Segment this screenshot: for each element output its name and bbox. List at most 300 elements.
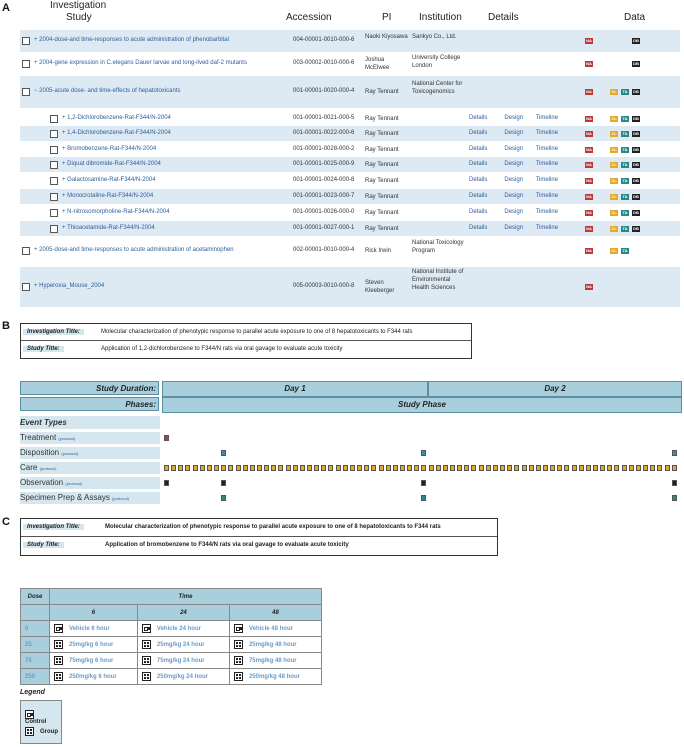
dose-value: 0: [21, 621, 50, 637]
legend-group: Group: [25, 727, 58, 736]
b-investigation-title: Molecular characterization of phenotypic response to parallel acute exposure to one of 8 hepatotoxicants to F344 rats: [101, 329, 413, 335]
event-cell[interactable]: [328, 465, 333, 471]
data-badge-na[interactable]: NA: [586, 194, 592, 199]
details-link-details[interactable]: Details: [469, 146, 488, 152]
event-cell[interactable]: [564, 465, 569, 471]
event-cell[interactable]: [443, 465, 448, 471]
event-cell[interactable]: [543, 465, 548, 471]
pi-value: Ray Tennant: [365, 131, 399, 137]
event-cell[interactable]: [357, 465, 362, 471]
event-cell[interactable]: [421, 465, 426, 471]
event-cell[interactable]: [393, 465, 398, 471]
data-badge-ta[interactable]: TA: [622, 116, 628, 121]
col-data-header: Data: [624, 12, 646, 23]
study-link[interactable]: + Bromobenzene-Rat-F344/N-2004: [62, 146, 157, 152]
event-cell[interactable]: [500, 465, 505, 471]
event-cell[interactable]: [586, 465, 591, 471]
details-link-details[interactable]: Details: [469, 161, 488, 167]
data-badge-na[interactable]: NA: [586, 162, 592, 167]
row-checkbox[interactable]: [50, 130, 58, 138]
event-cell[interactable]: [479, 465, 484, 471]
data-badge-ta[interactable]: TA: [622, 147, 628, 152]
details-link-design[interactable]: Design: [504, 146, 524, 152]
control-icon: [54, 624, 63, 633]
data-badge-cl[interactable]: CL: [611, 226, 617, 231]
row-checkbox[interactable]: [50, 177, 58, 185]
institution-value: Sankyo Co., Ltd.: [412, 34, 457, 40]
event-cell[interactable]: [221, 465, 226, 471]
accession-value: 001-00001-0020-000-4: [293, 88, 355, 94]
data-badge-ta[interactable]: TA: [622, 89, 628, 94]
event-cell[interactable]: [221, 480, 226, 486]
event-cell[interactable]: [529, 465, 534, 471]
data-badge-na[interactable]: NA: [586, 38, 592, 43]
accession-value: 001-00001-0026-000-0: [293, 209, 355, 215]
event-cell[interactable]: [236, 465, 241, 471]
event-cell[interactable]: [250, 465, 255, 471]
col-institution-header: Institution: [419, 12, 462, 23]
study-link[interactable]: + 2004-dose-and time-responses to acute administration of phenobarbital: [34, 37, 229, 43]
pi-value: Ray Tennant: [365, 147, 399, 153]
details-link-design[interactable]: Design: [504, 130, 524, 136]
study-link[interactable]: + Hyperoxia_Mouse_2004: [34, 283, 105, 289]
study-row: [20, 173, 680, 188]
study-link[interactable]: + Thioacetamide-Rat-F344/N-2004: [62, 225, 155, 231]
row-checkbox[interactable]: [50, 161, 58, 169]
event-cell[interactable]: [429, 465, 434, 471]
group-icon: [25, 727, 34, 736]
details-link-timeline[interactable]: Timeline: [535, 193, 559, 199]
event-specimen-prep: Specimen Prep & Assays (protocol): [20, 492, 160, 504]
dose-time-cell[interactable]: 75mg/kg 6 hour: [50, 653, 138, 669]
event-cell[interactable]: [300, 465, 305, 471]
data-badge-db[interactable]: DB: [633, 147, 639, 152]
accession-value: 001-00001-0023-000-7: [293, 193, 355, 199]
group-icon: [54, 672, 63, 681]
details-link-design[interactable]: Design: [504, 115, 524, 121]
c-title-box: [20, 518, 498, 556]
event-cell[interactable]: [629, 465, 634, 471]
study-row: [20, 142, 680, 157]
col-accession-header: Accession: [286, 12, 332, 23]
time-6: 6: [50, 605, 138, 621]
data-badge-db[interactable]: DB: [633, 131, 639, 136]
details-link-details[interactable]: Details: [469, 115, 488, 121]
study-phase-header: Study Phase: [162, 397, 682, 413]
c-study-title-label: Study Title:: [23, 542, 64, 548]
study-row: [20, 221, 680, 236]
data-badge-db[interactable]: DB: [633, 226, 639, 231]
event-cell[interactable]: [314, 465, 319, 471]
pi-value: Steven Kleeberger: [365, 280, 395, 294]
row-checkbox[interactable]: [50, 115, 58, 123]
event-cell[interactable]: [536, 465, 541, 471]
dose-time-cell[interactable]: 250mg/kg 6 hour: [50, 669, 138, 685]
legend-box: [20, 700, 62, 744]
event-cell[interactable]: [557, 465, 562, 471]
event-cell[interactable]: [350, 465, 355, 471]
data-badge-ta[interactable]: TA: [622, 226, 628, 231]
group-icon: [142, 656, 151, 665]
time-24: 24: [137, 605, 229, 621]
study-link[interactable]: + 2005-dose-and time-responses to acute administration of acetaminophen: [34, 247, 234, 253]
protocol-link[interactable]: (protocol): [112, 496, 129, 501]
event-cell[interactable]: [171, 465, 176, 471]
study-row: [20, 157, 680, 172]
investigation-header: Investigation: [50, 0, 107, 11]
dose-value: 75: [21, 653, 50, 669]
dose-time-cell[interactable]: 250mg/kg 48 hour: [229, 669, 321, 685]
event-cell[interactable]: [436, 465, 441, 471]
pi-value: Ray Tennant: [365, 89, 399, 95]
dose-time-cell[interactable]: 25mg/kg 6 hour: [50, 637, 138, 653]
event-cell[interactable]: [364, 465, 369, 471]
protocol-link[interactable]: (protocol): [65, 481, 83, 486]
details-link-timeline[interactable]: Timeline: [535, 209, 559, 215]
study-link[interactable]: + 1,2-Dichlorobenzene-Rat-F344/N-2004: [62, 115, 171, 121]
event-cell[interactable]: [457, 465, 462, 471]
data-badge-ta[interactable]: TA: [622, 178, 628, 183]
accession-value: 001-00001-0022-000-6: [293, 130, 355, 136]
dose-value: 25: [21, 637, 50, 653]
data-badge-na[interactable]: NA: [586, 89, 592, 94]
event-cell[interactable]: [421, 450, 426, 456]
study-row: [20, 111, 680, 126]
study-link[interactable]: + Diquat dibromide-Rat-F344/N-2004: [62, 161, 161, 167]
protocol-link[interactable]: (protocol): [39, 466, 57, 471]
data-badge-ta[interactable]: TA: [622, 210, 628, 215]
row-checkbox[interactable]: [22, 247, 30, 255]
event-cell[interactable]: [178, 465, 183, 471]
control-icon: [25, 710, 34, 719]
panel-b-label: B: [2, 320, 10, 332]
data-badge-na[interactable]: NA: [586, 147, 592, 152]
day-2-header: Day 2: [428, 381, 682, 397]
group-icon: [54, 656, 63, 665]
event-cell[interactable]: [450, 465, 455, 471]
b-study-title-label: Study Title:: [23, 346, 64, 352]
data-badge-ta[interactable]: TA: [622, 248, 628, 253]
event-cell[interactable]: [278, 465, 283, 471]
c-study-title: Application of bromobenzene to F344/N rats via oral gavage to evaluate acute toxicity: [105, 542, 349, 548]
c-investigation-title: Molecular characterization of phenotypic response to parallel acute exposure to one of 8 hepatotoxicants to F344 rats: [105, 524, 441, 530]
pi-value: Rick Irwin: [365, 248, 392, 254]
data-badge-na[interactable]: NA: [586, 284, 592, 289]
event-cell[interactable]: [665, 465, 670, 471]
details-link-timeline[interactable]: Timeline: [535, 130, 559, 136]
data-badge-db[interactable]: DB: [633, 61, 639, 66]
event-cell[interactable]: [672, 465, 677, 471]
b-title-box: [20, 323, 472, 359]
dose-row: [21, 669, 322, 685]
details-link-design[interactable]: Design: [504, 193, 524, 199]
row-checkbox[interactable]: [50, 209, 58, 217]
event-cell[interactable]: [657, 465, 662, 471]
group-icon: [142, 672, 151, 681]
details-link-timeline[interactable]: Timeline: [535, 177, 559, 183]
event-cell[interactable]: [550, 465, 555, 471]
details-link-design[interactable]: Design: [504, 177, 524, 183]
event-cell[interactable]: [672, 495, 677, 501]
event-cell[interactable]: [636, 465, 641, 471]
institution-value: National Institute of Environmental Health Sciences: [412, 269, 464, 291]
time-header: Time: [50, 589, 322, 605]
event-cell[interactable]: [286, 465, 291, 471]
accession-value: 004-00001-0010-000-6: [293, 37, 355, 43]
event-cell[interactable]: [493, 465, 498, 471]
event-cell[interactable]: [257, 465, 262, 471]
data-badge-na[interactable]: NA: [586, 248, 592, 253]
dose-time-table: [20, 588, 322, 685]
control-icon: [142, 624, 151, 633]
legend-control: Control: [25, 710, 61, 725]
data-badge-db[interactable]: DB: [633, 162, 639, 167]
institution-value: University College London: [412, 55, 461, 69]
data-badge-cl[interactable]: CL: [611, 89, 617, 94]
event-cell[interactable]: [471, 465, 476, 471]
data-badge-na[interactable]: NA: [586, 226, 592, 231]
event-cell[interactable]: [164, 465, 169, 471]
data-badge-na[interactable]: NA: [586, 178, 592, 183]
event-disposition: Disposition (protocol): [20, 447, 160, 459]
accession-value: 005-00003-0010-000-8: [293, 283, 355, 289]
details-link-design[interactable]: Design: [504, 161, 524, 167]
study-link[interactable]: + N-nitrosomorpholine-Rat-F344/N-2004: [62, 209, 170, 215]
data-badge-db[interactable]: DB: [633, 210, 639, 215]
event-cell[interactable]: [193, 465, 198, 471]
event-cell[interactable]: [507, 465, 512, 471]
event-cell[interactable]: [486, 465, 491, 471]
details-link-details[interactable]: Details: [469, 193, 488, 199]
data-badge-db[interactable]: DB: [633, 38, 639, 43]
event-cell[interactable]: [264, 465, 269, 471]
details-link-design[interactable]: Design: [504, 225, 524, 231]
event-cell[interactable]: [672, 450, 677, 456]
event-cell[interactable]: [464, 465, 469, 471]
event-cell[interactable]: [321, 465, 326, 471]
study-link[interactable]: − 2005-acute dose- and time-effects of hepatotoxicants: [34, 88, 181, 94]
b-study-title: Application of 1,2-dichlorobenzene to F344/N rats via oral gavage to evaluate acute toxicity: [101, 346, 343, 352]
dose-time-cell[interactable]: Vehicle 6 hour: [50, 621, 138, 637]
event-cell[interactable]: [607, 465, 612, 471]
pi-value: Ray Tennant: [365, 210, 399, 216]
event-cell[interactable]: [622, 465, 627, 471]
event-cell[interactable]: [514, 465, 519, 471]
event-observation: Observation (protocol): [20, 477, 160, 489]
event-cell[interactable]: [221, 495, 226, 501]
row-checkbox[interactable]: [22, 37, 30, 45]
study-row: [20, 126, 680, 141]
dose-value: 250: [21, 669, 50, 685]
dose-time-cell[interactable]: 75mg/kg 24 hour: [137, 653, 229, 669]
protocol-link[interactable]: (protocol): [61, 451, 79, 456]
event-cell[interactable]: [650, 465, 655, 471]
pi-value: Ray Tennant: [365, 116, 399, 122]
study-row: [20, 236, 680, 266]
event-cell[interactable]: [371, 465, 376, 471]
event-cell[interactable]: [164, 480, 169, 486]
details-link-details[interactable]: Details: [469, 209, 488, 215]
group-icon: [234, 656, 243, 665]
details-link-timeline[interactable]: Timeline: [535, 115, 559, 121]
study-row: [20, 53, 680, 75]
data-badge-ta[interactable]: TA: [622, 131, 628, 136]
event-cell[interactable]: [522, 465, 527, 471]
details-link-details[interactable]: Details: [469, 177, 488, 183]
row-checkbox[interactable]: [50, 193, 58, 201]
data-badge-cl[interactable]: CL: [611, 194, 617, 199]
day-1-header: Day 1: [162, 381, 428, 397]
accession-value: 001-00001-0025-000-9: [293, 161, 355, 167]
details-link-timeline[interactable]: Timeline: [535, 161, 559, 167]
institution-value: National Center for Toxicogenomics: [412, 81, 463, 95]
col-study-header: Study: [66, 12, 92, 23]
data-badge-cl[interactable]: CL: [611, 131, 617, 136]
data-badge-na[interactable]: NA: [586, 61, 592, 66]
data-badge-db[interactable]: DB: [633, 116, 639, 121]
study-row: [20, 30, 680, 52]
protocol-link[interactable]: (protocol): [58, 436, 76, 441]
institution-value: National Toxicology Program: [412, 240, 464, 254]
accession-value: 001-00001-0027-000-1: [293, 225, 355, 231]
event-cell[interactable]: [379, 465, 384, 471]
row-checkbox[interactable]: [22, 60, 30, 68]
control-icon: [234, 624, 243, 633]
study-link[interactable]: + Monocrotaline-Rat-F344/N-2004: [62, 193, 154, 199]
event-cell[interactable]: [386, 465, 391, 471]
c-investigation-title-label: Investigation Title:: [23, 524, 84, 530]
event-cell[interactable]: [271, 465, 276, 471]
row-checkbox[interactable]: [50, 225, 58, 233]
event-cell[interactable]: [293, 465, 298, 471]
event-cell[interactable]: [600, 465, 605, 471]
group-icon: [234, 640, 243, 649]
b-investigation-title-label: Investigation Title:: [23, 329, 84, 335]
details-link-design[interactable]: Design: [504, 209, 524, 215]
event-cell[interactable]: [185, 465, 190, 471]
study-row: [20, 76, 680, 108]
accession-value: 002-00001-0010-000-4: [293, 247, 355, 253]
data-badge-na[interactable]: NA: [586, 131, 592, 136]
details-link-timeline[interactable]: Timeline: [535, 225, 559, 231]
study-row: [20, 189, 680, 204]
event-cell[interactable]: [207, 465, 212, 471]
study-duration-label: Study Duration:: [20, 381, 159, 395]
pi-value: Ray Tennant: [365, 226, 399, 232]
event-cell[interactable]: [164, 435, 169, 441]
event-cell[interactable]: [200, 465, 205, 471]
study-row: [20, 267, 680, 307]
event-cell[interactable]: [214, 465, 219, 471]
details-link-timeline[interactable]: Timeline: [535, 146, 559, 152]
event-cell[interactable]: [421, 495, 426, 501]
data-badge-na[interactable]: NA: [586, 116, 592, 121]
event-types-label: Event Types: [20, 416, 160, 429]
event-cell[interactable]: [414, 465, 419, 471]
event-care: Care (protocol): [20, 462, 160, 474]
row-checkbox[interactable]: [50, 146, 58, 154]
row-checkbox[interactable]: [22, 283, 30, 291]
panel-c-label: C: [2, 516, 10, 528]
event-cell[interactable]: [572, 465, 577, 471]
pi-value: Ray Tennant: [365, 162, 399, 168]
event-cell[interactable]: [672, 480, 677, 486]
event-cell[interactable]: [643, 465, 648, 471]
accession-value: 003-00002-0010-000-6: [293, 60, 355, 66]
data-badge-cl[interactable]: CL: [611, 210, 617, 215]
accession-value: 001-00001-0028-000-2: [293, 146, 355, 152]
event-cell[interactable]: [400, 465, 405, 471]
event-cell[interactable]: [343, 465, 348, 471]
event-cell[interactable]: [221, 450, 226, 456]
event-treatment: Treatment (protocol): [20, 432, 160, 444]
dose-time-cell[interactable]: 25mg/kg 24 hour: [137, 637, 229, 653]
data-badge-cl[interactable]: CL: [611, 248, 617, 253]
dose-row: [21, 621, 322, 637]
data-badge-na[interactable]: NA: [586, 210, 592, 215]
dose-time-cell[interactable]: 75mg/kg 48 hour: [229, 653, 321, 669]
study-link[interactable]: + 1,4-Dichlorobenzene-Rat-F344/N-2004: [62, 130, 171, 136]
pi-value: Naoki Kiyosawa: [365, 34, 408, 40]
row-checkbox[interactable]: [22, 88, 30, 96]
event-cell[interactable]: [336, 465, 341, 471]
dose-time-cell[interactable]: 250mg/kg 24 hour: [137, 669, 229, 685]
study-link[interactable]: + Galactosamine-Rat-F344/N-2004: [62, 177, 156, 183]
time-48: 48: [229, 605, 321, 621]
legend-title: Legend: [20, 689, 45, 696]
details-link-details[interactable]: Details: [469, 130, 488, 136]
data-badge-db[interactable]: DB: [633, 194, 639, 199]
event-cell[interactable]: [614, 465, 619, 471]
data-badge-cl[interactable]: CL: [611, 162, 617, 167]
col-details-header: Details: [488, 12, 519, 23]
pi-value: Joshua McElwee: [365, 57, 390, 71]
dose-row: [21, 653, 322, 669]
event-cell[interactable]: [407, 465, 412, 471]
dose-row: [21, 637, 322, 653]
data-badge-cl[interactable]: CL: [611, 147, 617, 152]
accession-value: 001-00001-0021-000-5: [293, 115, 355, 121]
pi-value: Ray Tennant: [365, 194, 399, 200]
data-badge-db[interactable]: DB: [633, 89, 639, 94]
data-badge-cl[interactable]: CL: [611, 116, 617, 121]
event-cell[interactable]: [579, 465, 584, 471]
event-cell[interactable]: [307, 465, 312, 471]
panel-a-label: A: [2, 2, 10, 14]
data-badge-ta[interactable]: TA: [622, 194, 628, 199]
event-cell[interactable]: [228, 465, 233, 471]
group-icon: [142, 640, 151, 649]
group-icon: [234, 672, 243, 681]
dose-time-cell[interactable]: Vehicle 48 hour: [229, 621, 321, 637]
data-badge-cl[interactable]: CL: [611, 178, 617, 183]
phases-label: Phases:: [20, 397, 159, 411]
event-cell[interactable]: [593, 465, 598, 471]
col-pi-header: PI: [382, 12, 392, 23]
dose-time-cell[interactable]: 25mg/kg 48 hour: [229, 637, 321, 653]
details-link-details[interactable]: Details: [469, 225, 488, 231]
data-badge-ta[interactable]: TA: [622, 162, 628, 167]
data-badge-db[interactable]: DB: [633, 178, 639, 183]
dose-time-cell[interactable]: Vehicle 24 hour: [137, 621, 229, 637]
pi-value: Ray Tennant: [365, 178, 399, 184]
study-link[interactable]: + 2004-gene expression in C.elegans Dauer larvae and long-lived daf-2 mutants: [34, 60, 247, 66]
event-cell[interactable]: [243, 465, 248, 471]
accession-value: 001-00001-0024-000-8: [293, 177, 355, 183]
event-cell[interactable]: [421, 480, 426, 486]
group-icon: [54, 640, 63, 649]
dose-header: Dose: [21, 589, 50, 605]
